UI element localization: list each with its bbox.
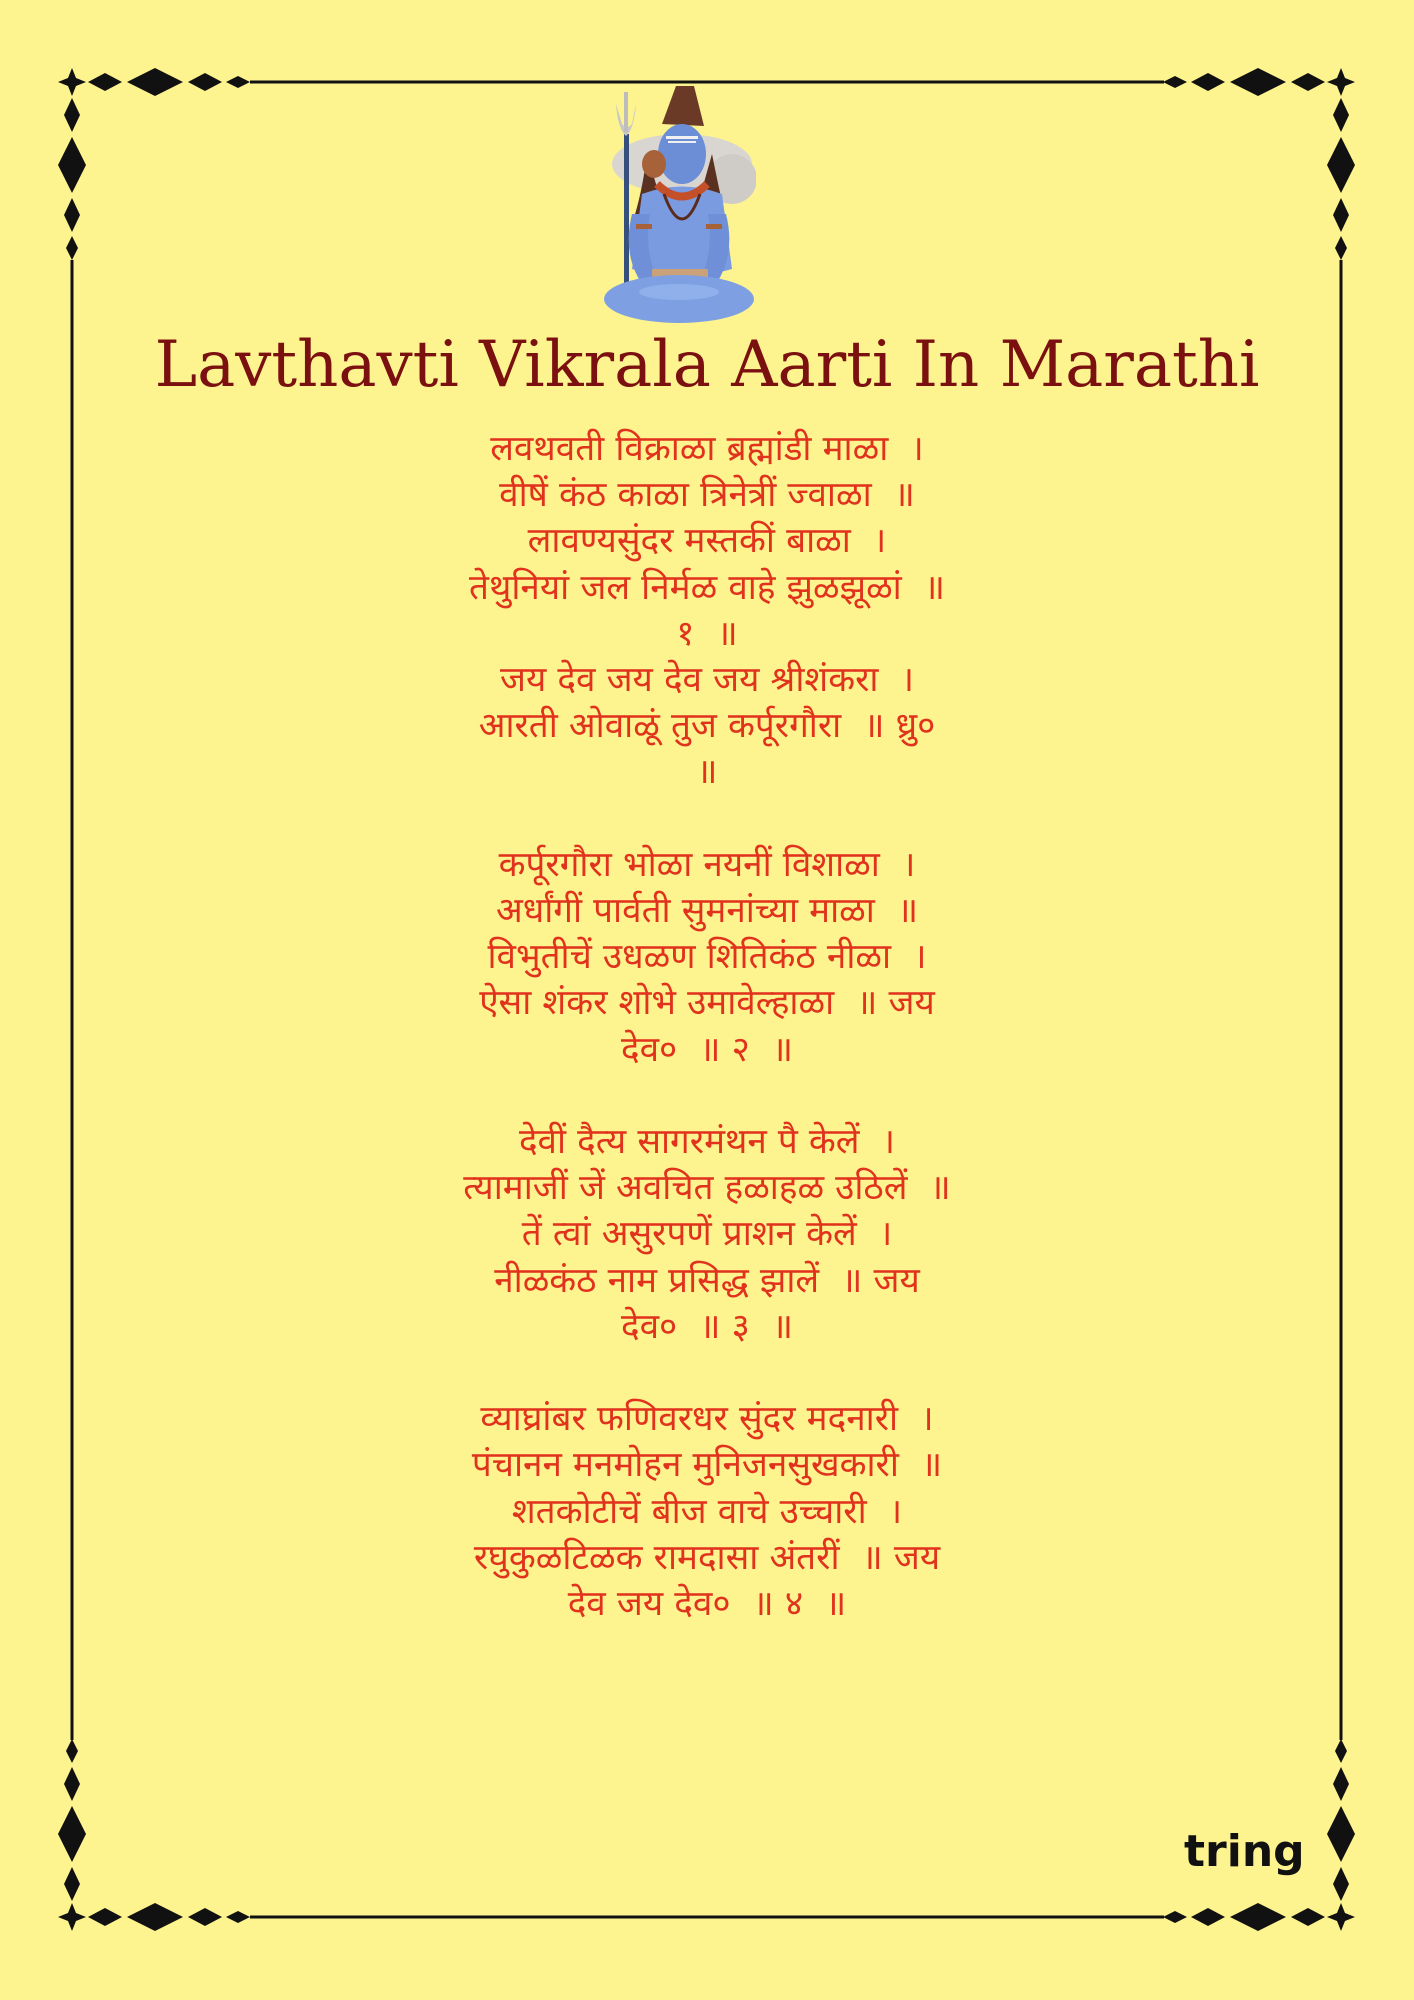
diamond-icon [226, 76, 250, 88]
verse-line: अर्धांगीं पार्वती सुमनांच्या माळा ॥ [495, 891, 919, 932]
diamond-icon [64, 1867, 80, 1901]
verse-line: तें त्वां असुरपणें प्राशन केलें । [521, 1214, 893, 1255]
diamond-icon [1191, 1908, 1225, 1926]
four-point-star-icon [1327, 1903, 1355, 1931]
diamond-icon [1327, 1806, 1355, 1862]
border-bottom-line [250, 1916, 1164, 1919]
four-point-star-icon [58, 1903, 86, 1931]
diamond-icon [188, 73, 222, 91]
verse-line: जय देव जय देव जय श्रीशंकरा । [500, 660, 914, 701]
diamond-icon [1230, 1903, 1286, 1931]
diamond-icon [1335, 1739, 1347, 1763]
diamond-icon [1327, 137, 1355, 193]
aarti-verses [0, 426, 1414, 1627]
diamond-icon [188, 1908, 222, 1926]
diamond-icon [58, 137, 86, 193]
verse-line: देव जय देव० ॥ ४ ॥ [567, 1584, 847, 1625]
verse-line: रघुकुळटिळक रामदासा अंतरीं ॥ जय [473, 1537, 941, 1578]
verse-line: त्यामाजीं जें अवचित हळाहळ उठिलें ॥ [463, 1168, 951, 1209]
diamond-icon [64, 198, 80, 232]
verse-line: शतकोटीचें बीज वाचे उच्चारी । [511, 1491, 903, 1532]
diamond-icon [1335, 236, 1347, 260]
verse-line: पंचानन मनमोहन मुनिजनसुखकारी ॥ [471, 1445, 943, 1486]
verse-line: आरती ओवाळूं तुज कर्पूरगौरा ॥ ध्रु० [478, 706, 936, 747]
diamond-icon [1291, 1908, 1325, 1926]
verse-4 [0, 1396, 1414, 1627]
verse-3 [0, 1119, 1414, 1350]
verse-line: १ ॥ [676, 613, 738, 654]
verse-line: तेथुनियां जल निर्मळ वाहे झुळझूळां ॥ [469, 567, 945, 608]
corner-ornament-bottom-left [58, 1739, 250, 1931]
verse-spacer [0, 1073, 1414, 1119]
diamond-icon [66, 1739, 78, 1763]
diamond-icon [64, 98, 80, 132]
diamond-icon [58, 1806, 86, 1862]
verse-line: विभुतीचें उधळण शितिकंठ नीळा । [487, 937, 927, 978]
diamond-icon [1163, 76, 1187, 88]
four-point-star-icon [1327, 68, 1355, 96]
diamond-icon [66, 236, 78, 260]
diamond-icon [226, 1911, 250, 1923]
verse-line: लवथवती विक्राळा ब्रह्मांडी माळा । [490, 429, 924, 469]
diamond-icon [1333, 98, 1349, 132]
verse-line: लावण्यसुंदर मस्तकीं बाळा । [527, 521, 887, 562]
diamond-icon [1333, 198, 1349, 232]
diamond-icon [1333, 1867, 1349, 1901]
verse-line: देव० ॥ २ ॥ [620, 1029, 793, 1070]
diamond-icon [64, 1767, 80, 1801]
corner-ornament-top-right [1163, 68, 1355, 260]
verse-line: देव० ॥ ३ ॥ [620, 1306, 793, 1347]
verse-line: नीळकंठ नाम प्रसिद्ध झालें ॥ जय [494, 1260, 920, 1301]
verse-line: व्याघ्रांबर फणिवरधर सुंदर मदनारी । [480, 1399, 934, 1440]
diamond-icon [1333, 1767, 1349, 1801]
corner-ornament-top-left [58, 68, 250, 260]
page-title: Lavthavti Vikrala Aarti In Marathi [154, 328, 1260, 402]
diamond-icon [88, 1908, 122, 1926]
verse-line: ऐसा शंकर शोभे उमावेल्हाळा ॥ जय [479, 983, 935, 1024]
verse-line: कर्पूरगौरा भोळा नयनीं विशाळा । [498, 844, 916, 885]
diamond-icon [1291, 73, 1325, 91]
brand-logo: tring [1184, 1826, 1305, 1877]
verse-1 [0, 426, 1414, 796]
diamond-icon [88, 73, 122, 91]
verse-2 [0, 842, 1414, 1073]
diamond-icon [127, 1903, 183, 1931]
diamond-icon [1230, 68, 1286, 96]
verse-spacer [0, 1350, 1414, 1396]
shiva-meditating-image [602, 84, 756, 330]
verse-line: देवीं दैत्य सागरमंथन पै केलें । [518, 1122, 896, 1163]
four-point-star-icon [58, 68, 86, 96]
verse-line: वीषें कंठ काळा त्रिनेत्रीं ज्वाळा ॥ [499, 475, 915, 516]
verse-spacer [0, 796, 1414, 842]
diamond-icon [1163, 1911, 1187, 1923]
diamond-icon [127, 68, 183, 96]
diamond-icon [1191, 73, 1225, 91]
verse-line: ॥ [696, 752, 718, 793]
